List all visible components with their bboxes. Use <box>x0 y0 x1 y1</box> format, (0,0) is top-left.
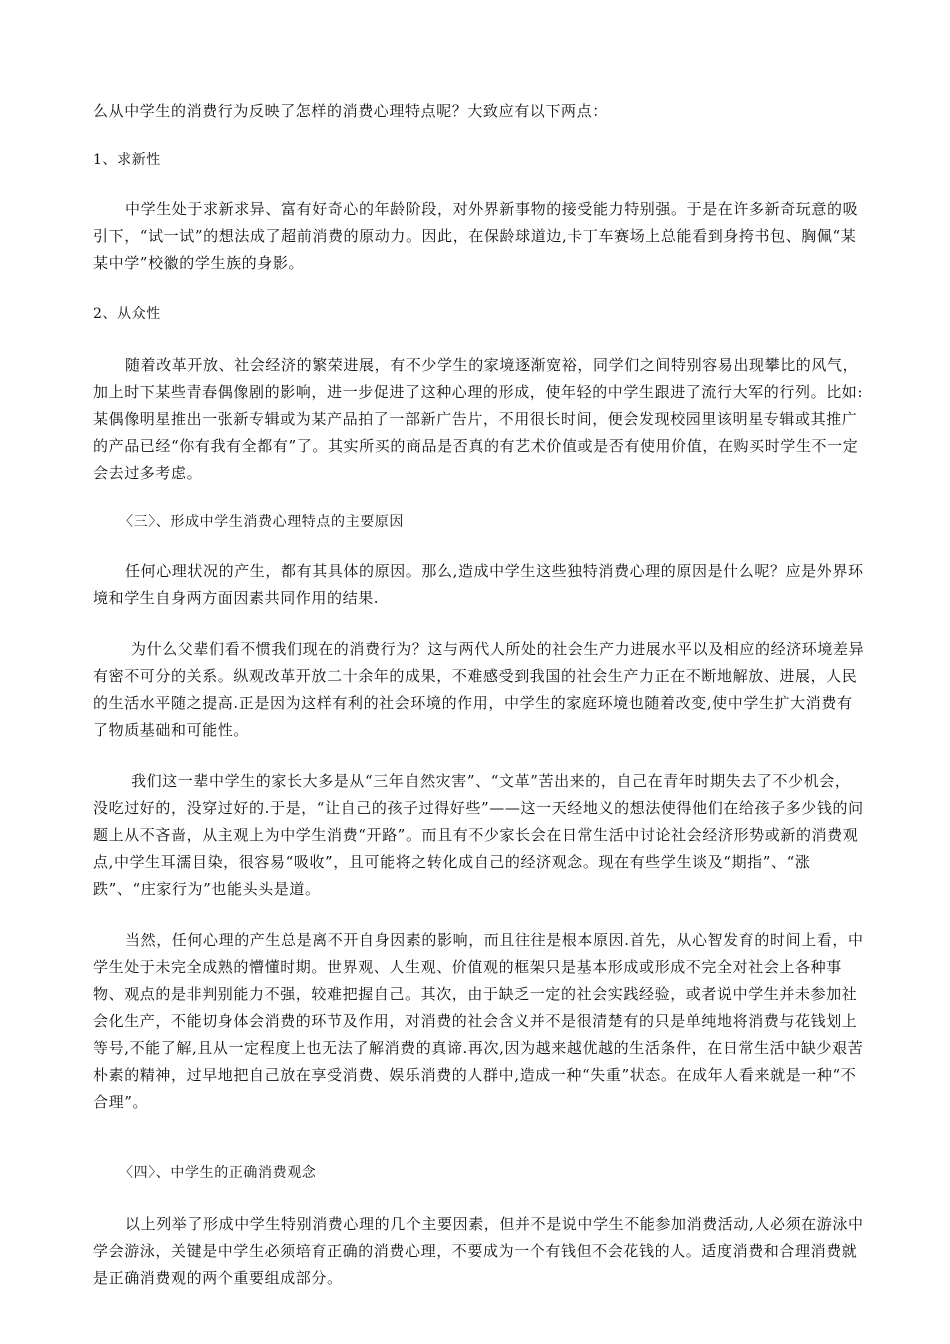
heading-novelty: 1、求新性 <box>93 152 161 168</box>
heading-conformity: 2、从众性 <box>93 306 161 322</box>
paragraph-novelty: 中学生处于求新求异、富有好奇心的年龄阶段，对外界新事物的接受能力特别强。于是在许多新奇玩意的吸引下，“试一试”的想法成了超前消费的原动力。因此，在保龄球道边,卡丁车赛场上总能看到身挎书包、胸佩“某某中学”校徽的学生族的身影。 <box>93 200 859 272</box>
section-heading-correct-concept: 〈四〉、中学生的正确消费观念 <box>119 1165 317 1181</box>
paragraph-causes-intro: 任何心理状况的产生，都有其具体的原因。那么,造成中学生这些独特消费心理的原因是什么呢？应是外界环境和学生自身两方面因素共同作用的结果. <box>93 562 864 607</box>
paragraph-correct-concept: 以上列举了形成中学生特别消费心理的几个主要因素，但并不是说中学生不能参加消费活动,人必须在游泳中学会游泳，关键是中学生必须培育正确的消费心理，不要成为一个有钱但不会花钱的人。适度消费和合理消费就是正确消费观的两个重要组成部分。 <box>93 1215 864 1287</box>
section-heading-causes: 〈三〉、形成中学生消费心理特点的主要原因 <box>119 514 404 530</box>
paragraph-self-factors: 当然，任何心理的产生总是离不开自身因素的影响，而且往往是根本原因.首先，从心智发育的时间上看，中学生处于未完全成熟的懵懂时期。世界观、人生观、价值观的框架只是基本形成或形成不完全对社会上各种事物、观点的是非判别能力不强，较难把握自己。其次，由于缺乏一定的社会实践经验，或者说中学生并未参加社会化生产，不能切身体会消费的环节及作用，对消费的社会含义并不是很清楚有的只是单纯地将消费与花钱划上等号,不能了解,且从一定程度上也无法了解消费的真谛.再次,因为越来越优越的生活条件，在日常生活中缺少艰苦朴素的精神，过早地把自己放在享受消费、娱乐消费的人群中,造成一种“失重”状态。在成年人看来就是一种“不合理”。 <box>93 931 864 1111</box>
document-page <box>93 98 865 1292</box>
paragraph-social-environment: 为什么父辈们看不惯我们现在的消费行为？这与两代人所处的社会生产力进展水平以及相应的经济环境差异有密不可分的关系。纵观改革开放二十余年的成果，不难感受到我国的社会生产力正在不断地解放、进展，人民的生活水平随之提高.正是因为这样有利的社会环境的作用，中学生的家庭环境也随着改变,使中学生扩大消费有了物质基础和可能性。 <box>93 640 865 739</box>
intro-line: 么从中学生的消费行为反映了怎样的消费心理特点呢？大致应有以下两点： <box>93 102 608 120</box>
paragraph-family-influence: 我们这一辈中学生的家长大多是从“三年自然灾害”、“文革”苦出来的，自己在青年时期失去了不少机会，没吃过好的，没穿过好的.于是，“让自己的孩子过得好些”——这一天经地义的想法使得他们在给孩子多少钱的问题上从不吝啬，从主观上为中学生消费“开路”。而且有不少家长会在日常生活中讨论社会经济形势或新的消费观点,中学生耳濡目染，很容易“吸收”，且可能将之转化成自己的经济观念。现在有些学生谈及“期指”、“涨跌”、“庄家行为”也能头头是道。 <box>93 772 864 898</box>
paragraph-conformity: 随着改革开放、社会经济的繁荣进展，有不少学生的家境逐渐宽裕，同学们之间特别容易出现攀比的风气，加上时下某些青春偶像剧的影响，进一步促进了这种心理的形成，使年轻的中学生跟进了流行大军的行列。比如:某偶像明星推出一张新专辑或为某产品拍了一部新广告片，不用很长时间，便会发现校园里该明星专辑或其推广的产品已经“你有我有全都有”了。其实所买的商品是否真的有艺术价值或是否有使用价值，在购买时学生不一定会去过多考虑。 <box>93 356 864 482</box>
